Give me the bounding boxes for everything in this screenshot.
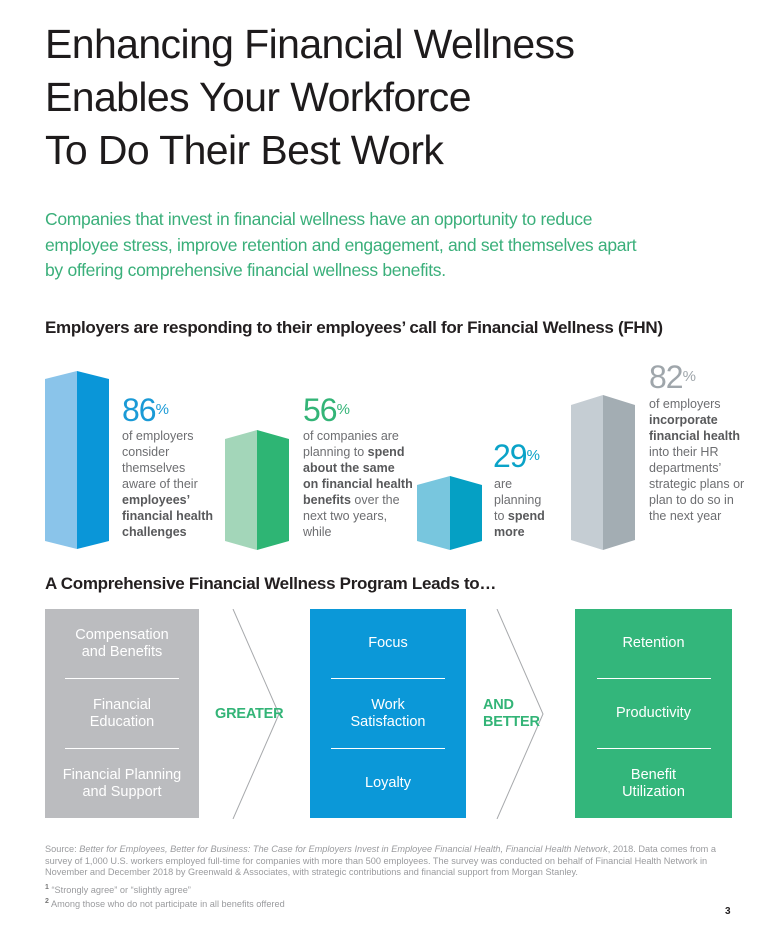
input-item: Financial Education: [89, 696, 155, 730]
bar-56-icon: [225, 430, 290, 550]
bar-82-icon: [571, 395, 636, 550]
input-item: Compensation and Benefits: [75, 626, 169, 660]
outcomes-column: [310, 609, 466, 818]
connector-and-better: AND BETTER: [483, 697, 540, 730]
result-item: Productivity: [616, 705, 691, 721]
title-line-3: To Do Their Best Work: [45, 127, 444, 173]
stat-86-description: of employers consider themselves aware of their employees’ financial health challenges: [122, 429, 213, 539]
outcome-item: Work Satisfaction: [350, 696, 426, 730]
title-line-1: Enhancing Financial Wellness: [45, 21, 575, 67]
input-item: Financial Planning and Support: [62, 766, 182, 800]
connector-greater: GREATER: [215, 706, 284, 722]
outcome-item: Loyalty: [365, 775, 411, 791]
page-number: 3: [725, 906, 731, 917]
stat-82-description: of employers incorporate financial health into their HR departments’ strategic plans or plan to do so in the next year: [649, 397, 745, 523]
footnote-1: $^1$ “Strongly agree” or “slightly agree”: [45, 883, 191, 895]
results-column: [575, 609, 732, 818]
intro-paragraph: Companies that invest in financial wellness have an opportunity to reduce employee stress, improve retention and engagement, and set themselves apart by offering comprehensive financial wellness benefits.: [45, 209, 637, 280]
stat-29-description: are planning to spend more: [494, 477, 545, 539]
inputs-column: [45, 609, 199, 818]
stat-29-value: 29%: [493, 438, 540, 474]
title-line-2: Enables Your Workforce: [45, 74, 471, 120]
bar-86-icon: [45, 371, 110, 549]
bar-29-icon: [417, 476, 482, 550]
stats-heading: Employers are responding to their employees’ call for Financial Wellness (FHN): [45, 318, 663, 337]
source-citation: Source: Better for Employees, Better for Business: The Case for Employers Invest in Employee Financial Health, Financial Health Network, 2018. Data comes from a survey of 1,000 U.S. workers employed full-time for companies with more than 500 employees. The survey was conducted on behalf of Financial Health Network in November and December 2018 by Greenwald & Associates, with strategic contributions and financial support from Morgan Stanley.: [45, 844, 716, 877]
stat-86-value: 86%: [122, 392, 169, 428]
footnotes: [45, 844, 735, 911]
footnote-2: $^2$ Among those who do not participate in all benefits offered: [45, 898, 285, 910]
outcome-item: Focus: [368, 635, 408, 651]
stat-56-description: of companies are planning to spend about the same on financial health benefits over the next two years, while: [303, 429, 413, 539]
stat-56-value: 56%: [303, 392, 350, 428]
page-title: [45, 18, 574, 177]
stat-82-value: 82%: [649, 359, 696, 395]
result-item: Retention: [622, 635, 685, 651]
result-item: Benefit Utilization: [622, 766, 685, 800]
program-heading: A Comprehensive Financial Wellness Program Leads to…: [45, 574, 497, 593]
